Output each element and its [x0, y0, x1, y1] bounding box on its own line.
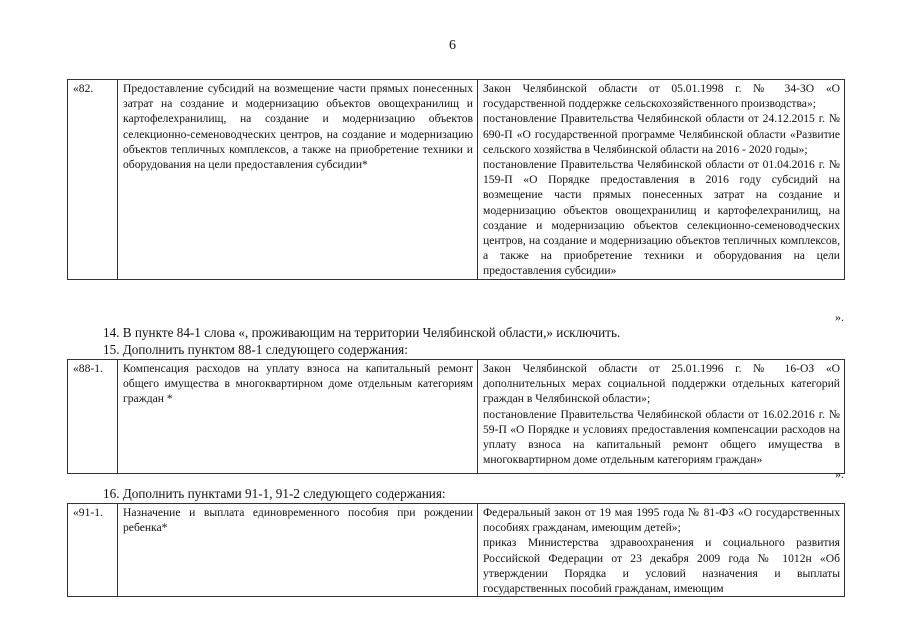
paragraph-15: 15. Дополнить пунктом 88-1 следующего содержания:: [103, 342, 408, 357]
law-item: постановление Правительства Челябинской области от 01.04.2016 г. № 159-П «О Порядке предоставления в 2016 году субсидий на возмещение части прямых понесенных затрат на создание и модернизацию объектов овощехранилищ и картофелехранилищ, на создание и модернизацию объектов селекционно-семеноводческих центров, на создание и модернизацию объектов тепличных комплексов, а также на приобретение техники и оборудования на цели предоставления субсидии»: [483, 158, 840, 278]
row-legal-basis: [478, 504, 845, 597]
table-row-88-1: [67, 359, 845, 474]
law-item: постановление Правительства Челябинской области от 16.02.2016 г. № 59-П «О Порядке и условиях предоставления компенсации расходов на уплату взноса на капитальный ремонт общего имущества в многоквартирном доме отдельным категориям граждан»: [483, 407, 840, 467]
row-number: «88-1.: [68, 360, 118, 474]
law-item: Федеральный закон от 19 мая 1995 года № 81-ФЗ «О государственных пособиях гражданам, имеющим детей»;: [483, 506, 840, 535]
row-number: «91-1.: [68, 504, 118, 597]
closing-quote: ».: [835, 310, 844, 324]
row-description: Компенсация расходов на уплату взноса на капитальный ремонт общего имущества в многоквартирном доме отдельным категориям граждан *: [118, 360, 478, 474]
table-row: [68, 80, 845, 280]
law-item: приказ Министерства здравоохранения и социального развития Российской Федерации от 23 декабря 2009 года № 1012н «Об утверждении Порядка и условий назначения и выплаты государственных пособий гражданам, имеющим: [483, 536, 840, 596]
closing-quote: ».: [835, 467, 844, 481]
row-description: Назначение и выплата единовременного пособия при рождении ребенка*: [118, 504, 478, 597]
law-item: постановление Правительства Челябинской области от 24.12.2015 г. № 690-П «О государственной программе Челябинской области «Развитие сельского хозяйства в Челябинской области на 2016 - 2020 годы»;: [483, 112, 840, 156]
page-number: 6: [449, 38, 456, 53]
row-legal-basis: [478, 80, 845, 280]
paragraph-16: 16. Дополнить пунктами 91-1, 91-2 следующего содержания:: [103, 486, 446, 501]
table-row-91-1: [67, 503, 845, 597]
law-item: Закон Челябинской области от 25.01.1996 г. № 16-ОЗ «О дополнительных мерах социальной поддержки отдельных категорий граждан в Челябинской области»;: [483, 362, 840, 406]
row-number: «82.: [68, 80, 118, 280]
row-description: Предоставление субсидий на возмещение части прямых понесенных затрат на создание и модернизацию объектов овощехранилищ и картофелехранилищ, на создание и модернизацию объектов селекционно-семеноводческих центров, на создание и модернизацию объектов тепличных комплексов, а также на приобретение техники и оборудования на цели предоставления субсидии*: [118, 80, 478, 280]
law-item: Закон Челябинской области от 05.01.1998 г. № 34-ЗО «О государственной поддержке сельскохозяйственного производства»;: [483, 82, 840, 111]
paragraph-14: 14. В пункте 84-1 слова «, проживающим на территории Челябинской области,» исключить.: [103, 325, 621, 340]
table-row: [68, 504, 845, 597]
table-row-82: [67, 79, 845, 280]
table-row: [68, 360, 845, 474]
row-legal-basis: [478, 360, 845, 474]
